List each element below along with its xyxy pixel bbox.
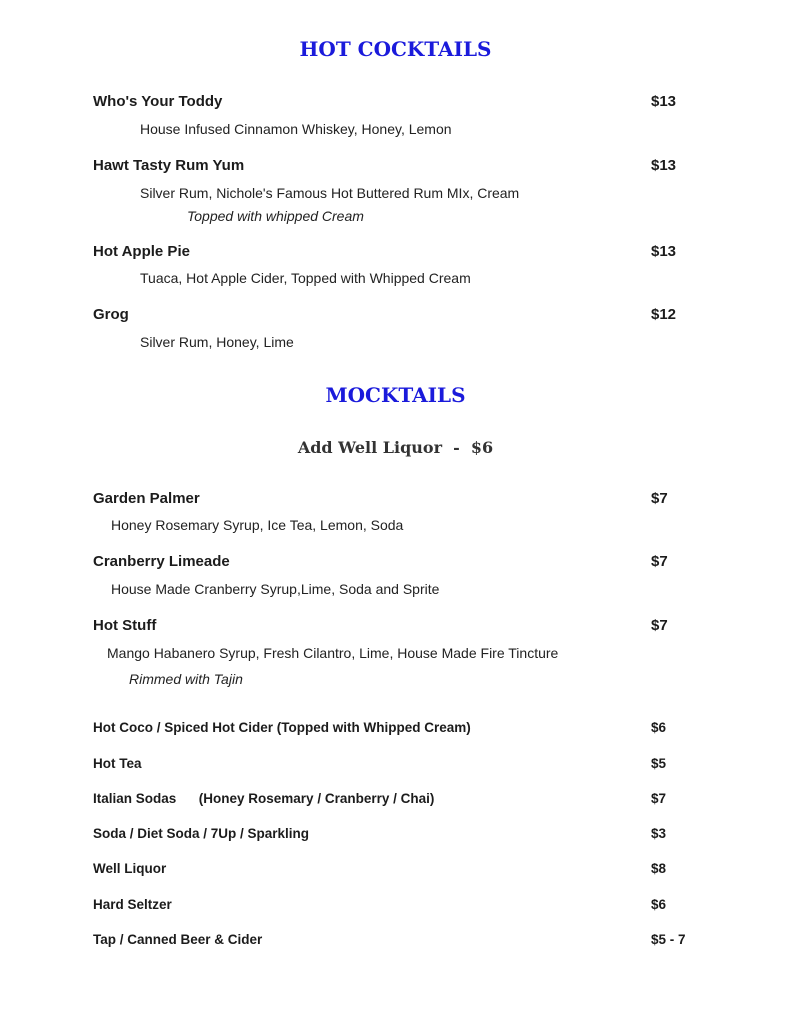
- item-price: $5 - 7: [651, 932, 686, 947]
- item-name: Hot Coco / Spiced Hot Cider (Topped with Whipped Cream): [93, 720, 471, 735]
- item-price: $13: [651, 243, 677, 260]
- item-name: Hawt Tasty Rum Yum: [93, 157, 245, 174]
- item-price: $8: [651, 861, 667, 876]
- item-name: Well Liquor: [93, 861, 167, 876]
- item-name: Hot Apple Pie: [93, 243, 190, 260]
- item-price: $12: [651, 306, 677, 323]
- item-price: $5: [651, 756, 667, 771]
- item-name: Hot Stuff: [93, 617, 157, 634]
- item-description: Silver Rum, Nichole's Famous Hot Buttered Rum MIx, Cream: [140, 185, 520, 201]
- item-name: Hot Tea: [93, 756, 142, 771]
- hot-cocktails-heading: HOT COCKTAILS: [299, 37, 492, 61]
- item-price: $7: [651, 553, 668, 570]
- item-price: $7: [651, 791, 667, 806]
- item-price: $13: [651, 93, 677, 110]
- item-name: Garden Palmer: [93, 490, 200, 507]
- item-price: $6: [651, 720, 667, 735]
- add-liquor-note: Add Well Liquor - $6: [297, 438, 494, 457]
- item-name: Soda / Diet Soda / 7Up / Sparkling: [93, 826, 310, 841]
- item-name: Cranberry Limeade: [93, 553, 230, 570]
- item-name: Tap / Canned Beer & Cider: [93, 932, 263, 947]
- item-name: Grog: [93, 306, 129, 323]
- item-price: $13: [651, 157, 677, 174]
- item-note: Rimmed with Tajin: [129, 671, 243, 687]
- item-price: $3: [651, 826, 667, 841]
- item-description: House Infused Cinnamon Whiskey, Honey, Lemon: [140, 121, 452, 137]
- item-description: Honey Rosemary Syrup, Ice Tea, Lemon, Soda: [111, 517, 404, 533]
- item-price: $7: [651, 617, 668, 634]
- item-name: Italian Sodas (Honey Rosemary / Cranberry / Chai): [93, 791, 435, 806]
- item-price: $7: [651, 490, 668, 507]
- item-name: Who's Your Toddy: [93, 93, 223, 110]
- item-price: $6: [651, 897, 667, 912]
- item-description: Silver Rum, Honey, Lime: [140, 334, 294, 350]
- item-name: Hard Seltzer: [93, 897, 172, 912]
- mocktails-heading: MOCKTAILS: [325, 383, 466, 407]
- item-description: Tuaca, Hot Apple Cider, Topped with Whipped Cream: [140, 270, 471, 286]
- item-description: Mango Habanero Syrup, Fresh Cilantro, Lime, House Made Fire Tincture: [107, 645, 559, 661]
- item-description: House Made Cranberry Syrup,Lime, Soda and Sprite: [111, 581, 440, 597]
- item-note: Topped with whipped Cream: [187, 208, 364, 224]
